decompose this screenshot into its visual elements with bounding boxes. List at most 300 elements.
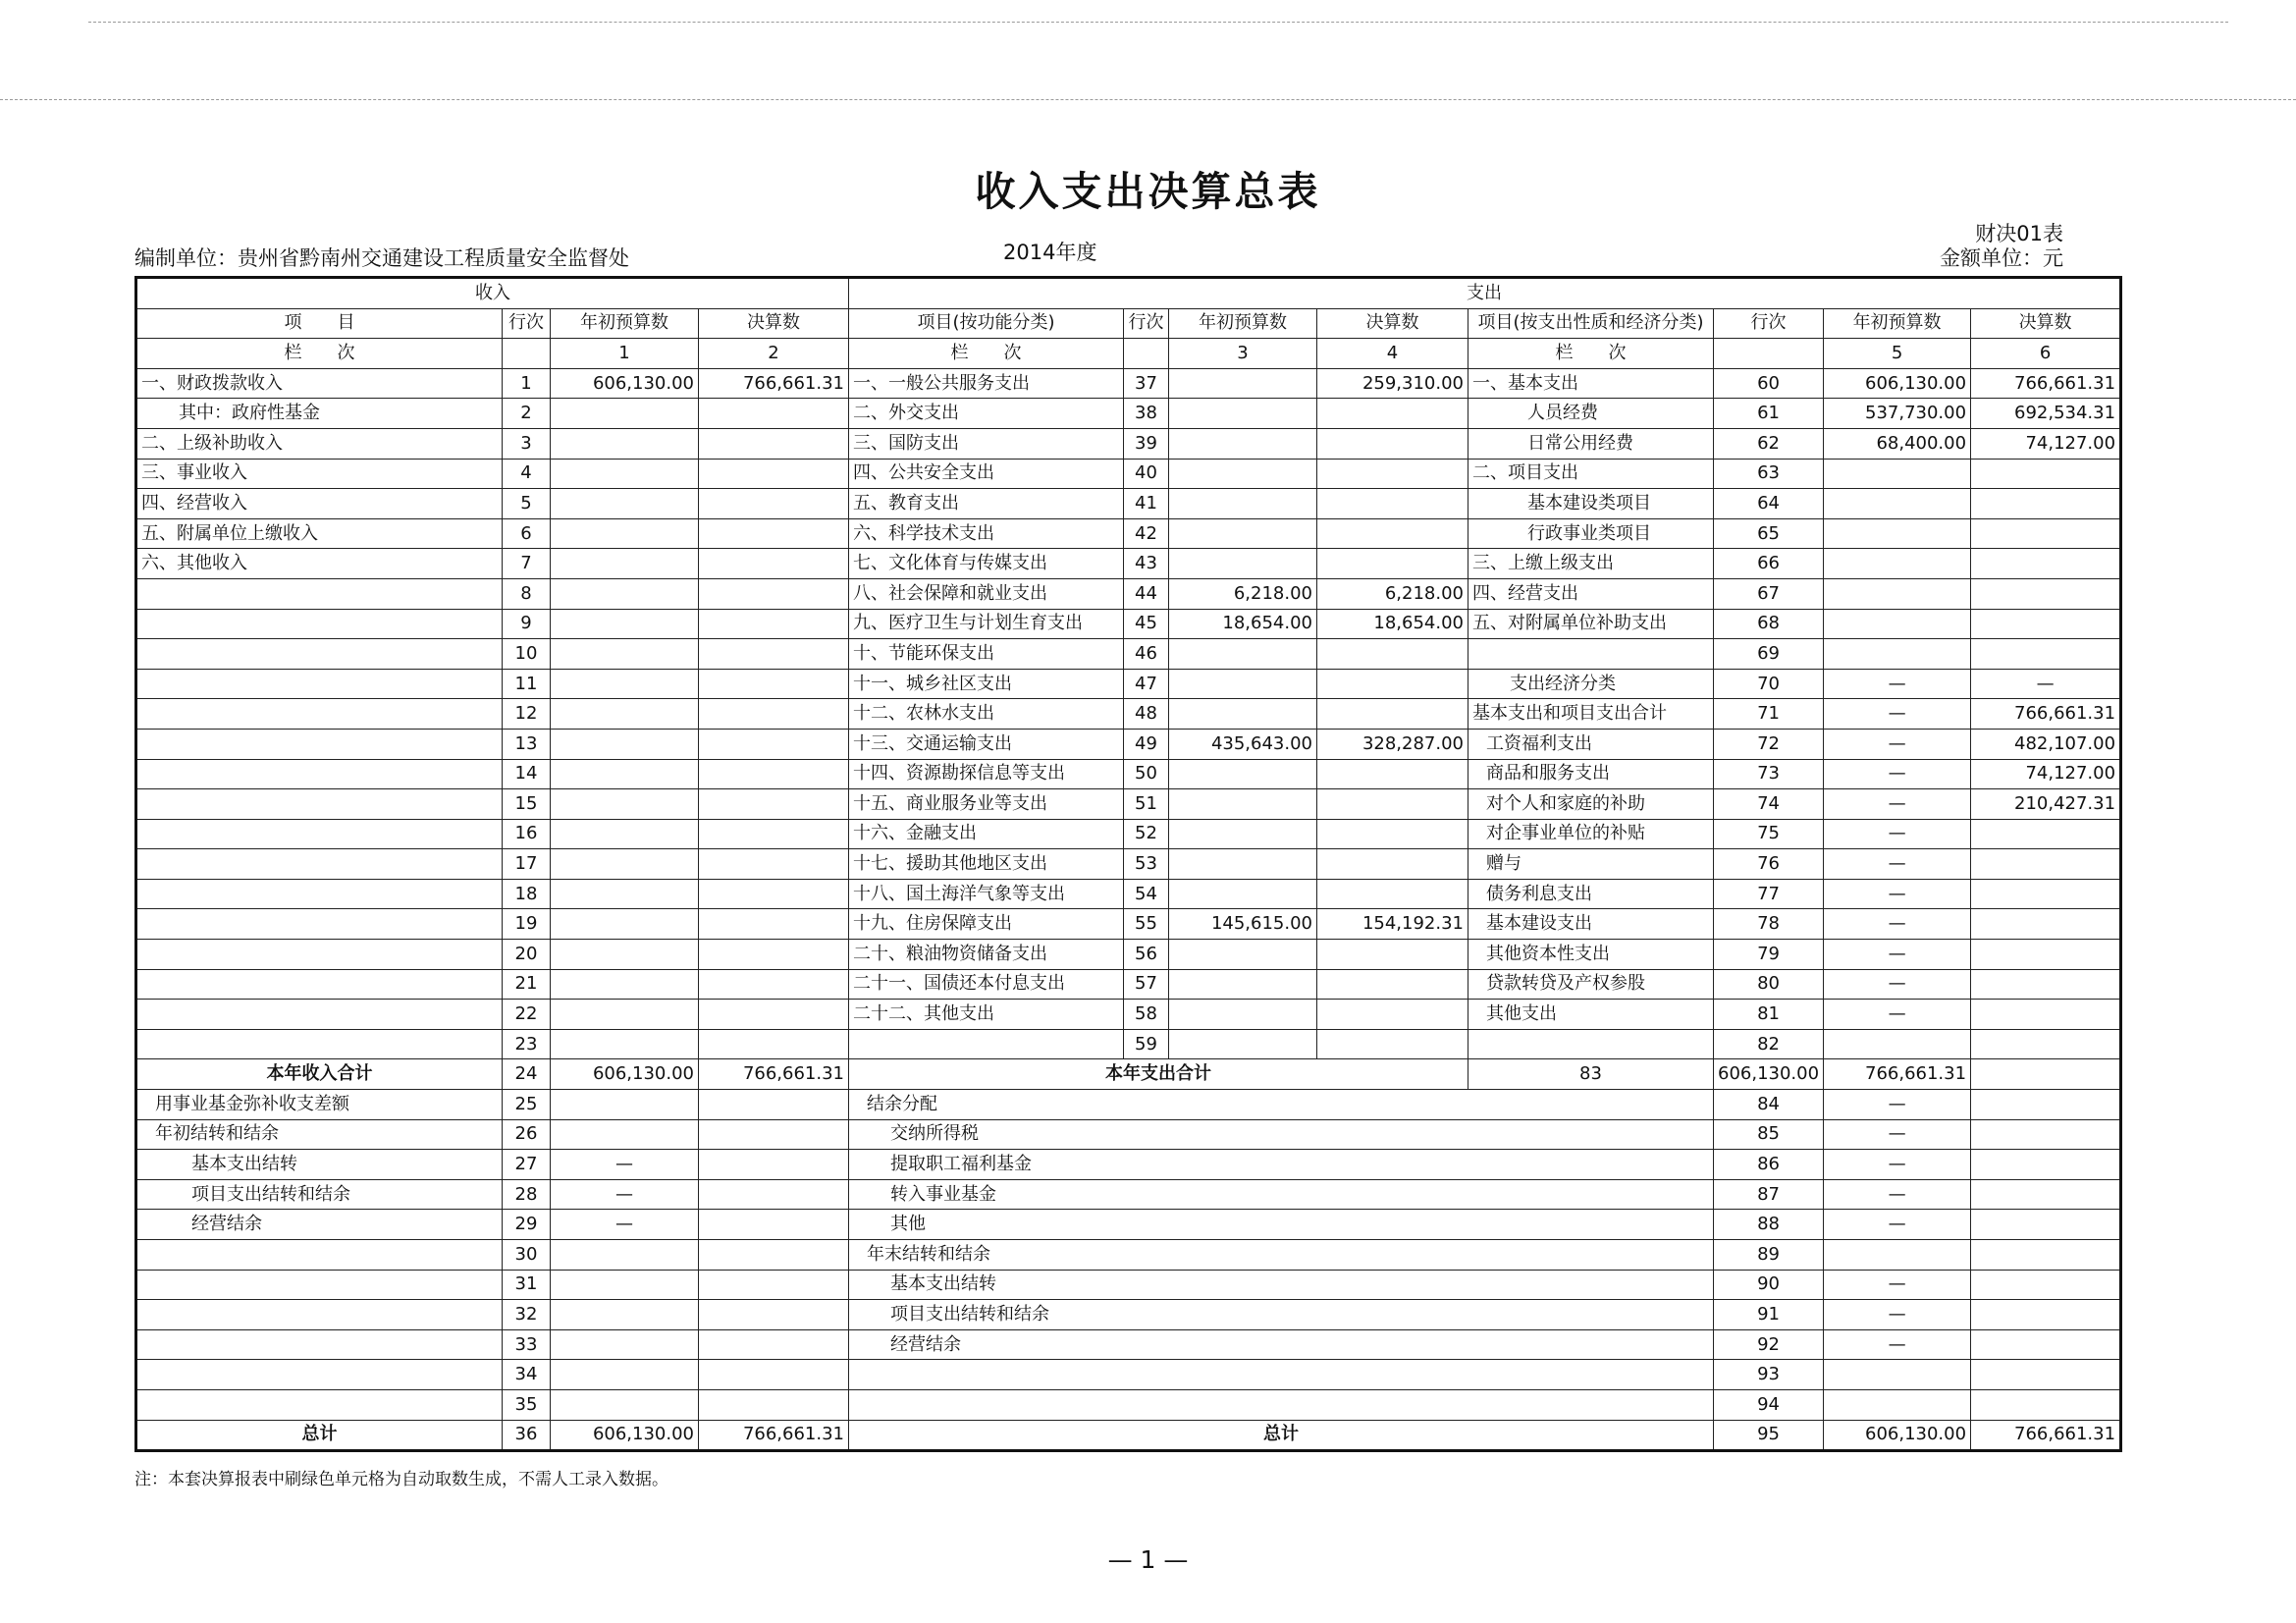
table-row bbox=[136, 1389, 2121, 1420]
income-line: 13 bbox=[503, 729, 551, 759]
income-final bbox=[699, 729, 849, 759]
econ-item: 其他资本性支出 bbox=[1468, 940, 1714, 970]
income-final bbox=[699, 1270, 849, 1300]
settlement-budget bbox=[1824, 1360, 1971, 1390]
income-budget bbox=[551, 1240, 699, 1271]
income-line: 24 bbox=[503, 1059, 551, 1090]
table-body bbox=[136, 278, 2121, 1451]
income-line: 28 bbox=[503, 1179, 551, 1210]
settlement-item: 经营结余 bbox=[849, 1329, 1714, 1360]
settlement-line: 90 bbox=[1714, 1270, 1824, 1300]
func-budget bbox=[1169, 699, 1317, 730]
func-budget bbox=[1169, 849, 1317, 880]
func-line: 37 bbox=[1124, 368, 1169, 399]
group-header-row bbox=[136, 278, 2121, 309]
econ-final bbox=[1971, 518, 2121, 549]
econ-budget bbox=[1824, 578, 1971, 609]
col-index-5: 5 bbox=[1824, 339, 1971, 369]
statement-table bbox=[134, 276, 2122, 1452]
income-budget bbox=[551, 639, 699, 670]
func-final: 154,192.31 bbox=[1317, 909, 1468, 940]
func-item: 六、科学技术支出 bbox=[849, 518, 1124, 549]
income-item bbox=[136, 819, 503, 849]
income-item bbox=[136, 849, 503, 880]
income-line: 14 bbox=[503, 759, 551, 789]
income-line: 7 bbox=[503, 549, 551, 579]
income-line: 4 bbox=[503, 459, 551, 489]
income-item: 经营结余 bbox=[136, 1210, 503, 1240]
func-final bbox=[1317, 699, 1468, 730]
func-final: 6,218.00 bbox=[1317, 578, 1468, 609]
econ-line: 80 bbox=[1714, 969, 1824, 1000]
income-item-header: 项 目 bbox=[136, 308, 503, 339]
settlement-item bbox=[849, 1389, 1714, 1420]
table-row bbox=[136, 729, 2121, 759]
income-item bbox=[136, 1000, 503, 1030]
income-budget bbox=[551, 789, 699, 820]
income-budget bbox=[551, 549, 699, 579]
econ-final bbox=[1971, 639, 2121, 670]
func-line: 39 bbox=[1124, 428, 1169, 459]
econ-final bbox=[1971, 609, 2121, 639]
income-line: 25 bbox=[503, 1090, 551, 1120]
income-item bbox=[136, 1389, 503, 1420]
table-row bbox=[136, 1000, 2121, 1030]
income-final bbox=[699, 1029, 849, 1059]
table-row bbox=[136, 368, 2121, 399]
func-budget: 145,615.00 bbox=[1169, 909, 1317, 940]
settlement-item: 项目支出结转和结余 bbox=[849, 1300, 1714, 1330]
func-budget: 6,218.00 bbox=[1169, 578, 1317, 609]
income-line: 17 bbox=[503, 849, 551, 880]
func-final: 328,287.00 bbox=[1317, 729, 1468, 759]
func-line: 44 bbox=[1124, 578, 1169, 609]
income-final bbox=[699, 1000, 849, 1030]
budget-header: 年初预算数 bbox=[1169, 308, 1317, 339]
income-item bbox=[136, 879, 503, 909]
func-line: 52 bbox=[1124, 819, 1169, 849]
func-line: 40 bbox=[1124, 459, 1169, 489]
econ-budget: — bbox=[1824, 699, 1971, 730]
func-line: 42 bbox=[1124, 518, 1169, 549]
income-budget: 606,130.00 bbox=[551, 1059, 699, 1090]
income-budget: — bbox=[551, 1150, 699, 1180]
func-line: 46 bbox=[1124, 639, 1169, 670]
econ-final: 766,661.31 bbox=[1971, 699, 2121, 730]
income-item bbox=[136, 669, 503, 699]
income-line: 19 bbox=[503, 909, 551, 940]
income-line: 10 bbox=[503, 639, 551, 670]
econ-budget: — bbox=[1824, 879, 1971, 909]
econ-item: 二、项目支出 bbox=[1468, 459, 1714, 489]
expenditure-total-final: 766,661.31 bbox=[1824, 1059, 1971, 1090]
econ-item: 商品和服务支出 bbox=[1468, 759, 1714, 789]
func-item: 三、国防支出 bbox=[849, 428, 1124, 459]
func-budget bbox=[1169, 789, 1317, 820]
col-index-1: 1 bbox=[551, 339, 699, 369]
econ-final: 482,107.00 bbox=[1971, 729, 2121, 759]
column-header-row bbox=[136, 308, 2121, 339]
income-budget bbox=[551, 940, 699, 970]
income-line: 12 bbox=[503, 699, 551, 730]
econ-line: 64 bbox=[1714, 489, 1824, 519]
func-item: 一、一般公共服务支出 bbox=[849, 368, 1124, 399]
income-budget bbox=[551, 729, 699, 759]
econ-item: 对企事业单位的补贴 bbox=[1468, 819, 1714, 849]
econ-budget: — bbox=[1824, 759, 1971, 789]
econ-line: 73 bbox=[1714, 759, 1824, 789]
econ-budget bbox=[1824, 1029, 1971, 1059]
income-item: 其中：政府性基金 bbox=[136, 399, 503, 429]
func-item: 十一、城乡社区支出 bbox=[849, 669, 1124, 699]
settlement-line: 93 bbox=[1714, 1360, 1824, 1390]
income-budget bbox=[551, 1000, 699, 1030]
func-budget bbox=[1169, 428, 1317, 459]
econ-final bbox=[1971, 578, 2121, 609]
settlement-item: 年末结转和结余 bbox=[849, 1240, 1714, 1271]
econ-budget: 606,130.00 bbox=[1824, 368, 1971, 399]
income-item bbox=[136, 940, 503, 970]
settlement-final bbox=[1971, 1090, 2121, 1120]
econ-line: 74 bbox=[1714, 789, 1824, 820]
report-title: 收入支出决算总表 bbox=[975, 168, 1321, 215]
table-row bbox=[136, 940, 2121, 970]
econ-final: 74,127.00 bbox=[1971, 759, 2121, 789]
econ-line: 63 bbox=[1714, 459, 1824, 489]
income-budget bbox=[551, 578, 699, 609]
income-line: 33 bbox=[503, 1329, 551, 1360]
amount-unit: 金额单位：元 bbox=[1940, 246, 2063, 270]
func-budget bbox=[1169, 549, 1317, 579]
func-line: 38 bbox=[1124, 399, 1169, 429]
final-header: 决算数 bbox=[699, 308, 849, 339]
func-item: 十九、住房保障支出 bbox=[849, 909, 1124, 940]
income-final bbox=[699, 1210, 849, 1240]
func-final: 18,654.00 bbox=[1317, 609, 1468, 639]
income-budget bbox=[551, 1300, 699, 1330]
income-item bbox=[136, 609, 503, 639]
table-row bbox=[136, 789, 2121, 820]
income-final bbox=[699, 489, 849, 519]
col-index-6: 6 bbox=[1971, 339, 2121, 369]
settlement-item: 基本支出结转 bbox=[849, 1270, 1714, 1300]
table-row bbox=[136, 759, 2121, 789]
econ-line: 68 bbox=[1714, 609, 1824, 639]
settlement-budget: — bbox=[1824, 1329, 1971, 1360]
func-line: 56 bbox=[1124, 940, 1169, 970]
income-final bbox=[699, 849, 849, 880]
income-budget bbox=[551, 849, 699, 880]
table-row bbox=[136, 399, 2121, 429]
econ-budget: — bbox=[1824, 789, 1971, 820]
settlement-final bbox=[1971, 1270, 2121, 1300]
econ-budget: 68,400.00 bbox=[1824, 428, 1971, 459]
settlement-budget: — bbox=[1824, 1300, 1971, 1330]
econ-item: 四、经营支出 bbox=[1468, 578, 1714, 609]
table-row bbox=[136, 909, 2121, 940]
econ-line: 71 bbox=[1714, 699, 1824, 730]
func-final bbox=[1317, 669, 1468, 699]
grand-total-line: 95 bbox=[1714, 1420, 1824, 1451]
func-budget bbox=[1169, 518, 1317, 549]
income-item bbox=[136, 789, 503, 820]
income-line: 11 bbox=[503, 669, 551, 699]
func-final bbox=[1317, 940, 1468, 970]
econ-line: 70 bbox=[1714, 669, 1824, 699]
report-year: 2014年度 bbox=[1003, 241, 1097, 264]
income-budget bbox=[551, 759, 699, 789]
econ-budget: — bbox=[1824, 669, 1971, 699]
econ-line: 76 bbox=[1714, 849, 1824, 880]
func-item: 十五、商业服务业等支出 bbox=[849, 789, 1124, 820]
income-item bbox=[136, 1029, 503, 1059]
table-row bbox=[136, 428, 2121, 459]
econ-budget: — bbox=[1824, 909, 1971, 940]
econ-final bbox=[1971, 819, 2121, 849]
settlement-final bbox=[1971, 1389, 2121, 1420]
income-group-header: 收入 bbox=[136, 278, 849, 309]
econ-budget: — bbox=[1824, 969, 1971, 1000]
income-budget bbox=[551, 1090, 699, 1120]
income-budget: — bbox=[551, 1210, 699, 1240]
income-total-row bbox=[136, 1059, 2121, 1090]
income-item bbox=[136, 759, 503, 789]
settlement-final bbox=[1971, 1300, 2121, 1330]
econ-item: 对个人和家庭的补助 bbox=[1468, 789, 1714, 820]
econ-item: 行政事业类项目 bbox=[1468, 518, 1714, 549]
settlement-final bbox=[1971, 1119, 2121, 1150]
income-final bbox=[699, 1179, 849, 1210]
income-item: 总计 bbox=[136, 1420, 503, 1451]
econ-budget: — bbox=[1824, 940, 1971, 970]
settlement-line: 92 bbox=[1714, 1329, 1824, 1360]
line-header: 行次 bbox=[1124, 308, 1169, 339]
econ-final: 692,534.31 bbox=[1971, 399, 2121, 429]
income-budget bbox=[551, 819, 699, 849]
income-budget bbox=[551, 399, 699, 429]
col-index-label: 栏 次 bbox=[136, 339, 503, 369]
income-item: 基本支出结转 bbox=[136, 1150, 503, 1180]
econ-budget bbox=[1824, 518, 1971, 549]
econ-item: 基本建设类项目 bbox=[1468, 489, 1714, 519]
line-header: 行次 bbox=[1714, 308, 1824, 339]
econ-final bbox=[1971, 879, 2121, 909]
table-row bbox=[136, 879, 2121, 909]
income-final bbox=[699, 399, 849, 429]
income-line: 30 bbox=[503, 1240, 551, 1271]
econ-budget bbox=[1824, 639, 1971, 670]
income-line: 21 bbox=[503, 969, 551, 1000]
income-final bbox=[699, 1240, 849, 1271]
econ-final bbox=[1971, 969, 2121, 1000]
func-final bbox=[1317, 399, 1468, 429]
func-line: 41 bbox=[1124, 489, 1169, 519]
func-line: 58 bbox=[1124, 1000, 1169, 1030]
func-line: 47 bbox=[1124, 669, 1169, 699]
econ-item: 基本支出和项目支出合计 bbox=[1468, 699, 1714, 730]
func-budget bbox=[1169, 459, 1317, 489]
income-final bbox=[699, 1300, 849, 1330]
income-item bbox=[136, 1240, 503, 1271]
econ-line: 82 bbox=[1714, 1029, 1824, 1059]
income-budget bbox=[551, 489, 699, 519]
income-item: 项目支出结转和结余 bbox=[136, 1179, 503, 1210]
settlement-line: 87 bbox=[1714, 1179, 1824, 1210]
income-line: 8 bbox=[503, 578, 551, 609]
table-row bbox=[136, 609, 2121, 639]
income-budget bbox=[551, 1029, 699, 1059]
econ-budget bbox=[1824, 459, 1971, 489]
func-line: 50 bbox=[1124, 759, 1169, 789]
income-final: 766,661.31 bbox=[699, 368, 849, 399]
income-line: 1 bbox=[503, 368, 551, 399]
func-final bbox=[1317, 428, 1468, 459]
income-line: 31 bbox=[503, 1270, 551, 1300]
econ-line: 69 bbox=[1714, 639, 1824, 670]
func-final bbox=[1317, 549, 1468, 579]
table-row bbox=[136, 1240, 2121, 1271]
func-line: 57 bbox=[1124, 969, 1169, 1000]
settlement-final bbox=[1971, 1240, 2121, 1271]
table-row bbox=[136, 969, 2121, 1000]
table-row bbox=[136, 819, 2121, 849]
settlement-item: 提取职工福利基金 bbox=[849, 1150, 1714, 1180]
func-final bbox=[1317, 759, 1468, 789]
col-index-blank bbox=[1124, 339, 1169, 369]
func-item: 二、外交支出 bbox=[849, 399, 1124, 429]
final-header: 决算数 bbox=[1971, 308, 2121, 339]
econ-item: 贷款转贷及产权参股 bbox=[1468, 969, 1714, 1000]
econ-item-header: 项目(按支出性质和经济分类) bbox=[1468, 308, 1714, 339]
econ-item: 五、对附属单位补助支出 bbox=[1468, 609, 1714, 639]
table-row bbox=[136, 639, 2121, 670]
func-item: 十二、农林水支出 bbox=[849, 699, 1124, 730]
income-item: 四、经营收入 bbox=[136, 489, 503, 519]
settlement-budget: — bbox=[1824, 1119, 1971, 1150]
organization: 编制单位：贵州省黔南州交通建设工程质量安全监督处 bbox=[134, 246, 629, 270]
income-line: 32 bbox=[503, 1300, 551, 1330]
econ-final: 210,427.31 bbox=[1971, 789, 2121, 820]
income-line: 34 bbox=[503, 1360, 551, 1390]
income-item bbox=[136, 969, 503, 1000]
budget-header: 年初预算数 bbox=[551, 308, 699, 339]
func-budget bbox=[1169, 489, 1317, 519]
income-line: 3 bbox=[503, 428, 551, 459]
econ-item bbox=[1468, 1029, 1714, 1059]
func-budget bbox=[1169, 819, 1317, 849]
grand-total-row bbox=[136, 1420, 2121, 1451]
income-line: 22 bbox=[503, 1000, 551, 1030]
col-index-label: 栏 次 bbox=[849, 339, 1124, 369]
econ-item: 基本建设支出 bbox=[1468, 909, 1714, 940]
income-item bbox=[136, 1270, 503, 1300]
econ-line: 79 bbox=[1714, 940, 1824, 970]
func-item: 九、医疗卫生与计划生育支出 bbox=[849, 609, 1124, 639]
econ-budget bbox=[1824, 549, 1971, 579]
econ-budget: — bbox=[1824, 1000, 1971, 1030]
func-item: 十六、金融支出 bbox=[849, 819, 1124, 849]
settlement-line: 85 bbox=[1714, 1119, 1824, 1150]
income-line: 35 bbox=[503, 1389, 551, 1420]
income-line: 29 bbox=[503, 1210, 551, 1240]
table-row bbox=[136, 549, 2121, 579]
table-row bbox=[136, 1300, 2121, 1330]
income-line: 23 bbox=[503, 1029, 551, 1059]
func-line: 43 bbox=[1124, 549, 1169, 579]
income-line: 2 bbox=[503, 399, 551, 429]
econ-item: 支出经济分类 bbox=[1468, 669, 1714, 699]
table-row bbox=[136, 518, 2121, 549]
func-line: 45 bbox=[1124, 609, 1169, 639]
income-final bbox=[699, 669, 849, 699]
func-item: 十七、援助其他地区支出 bbox=[849, 849, 1124, 880]
footnote: 注：本套决算报表中刷绿色单元格为自动取数生成，不需人工录入数据。 bbox=[134, 1470, 668, 1489]
income-final bbox=[699, 1090, 849, 1120]
income-item bbox=[136, 909, 503, 940]
table-row bbox=[136, 489, 2121, 519]
income-item: 一、财政拨款收入 bbox=[136, 368, 503, 399]
econ-item bbox=[1468, 639, 1714, 670]
income-item: 三、事业收入 bbox=[136, 459, 503, 489]
table-row bbox=[136, 578, 2121, 609]
econ-line: 75 bbox=[1714, 819, 1824, 849]
income-item: 五、附属单位上缴收入 bbox=[136, 518, 503, 549]
income-final bbox=[699, 1389, 849, 1420]
econ-line: 65 bbox=[1714, 518, 1824, 549]
func-budget bbox=[1169, 879, 1317, 909]
func-line: 51 bbox=[1124, 789, 1169, 820]
income-item bbox=[136, 729, 503, 759]
func-final bbox=[1317, 489, 1468, 519]
func-budget: 435,643.00 bbox=[1169, 729, 1317, 759]
income-final bbox=[699, 518, 849, 549]
income-final bbox=[699, 459, 849, 489]
income-final bbox=[699, 1329, 849, 1360]
table-row bbox=[136, 1179, 2121, 1210]
econ-final: 74,127.00 bbox=[1971, 428, 2121, 459]
settlement-line: 94 bbox=[1714, 1389, 1824, 1420]
econ-budget: 537,730.00 bbox=[1824, 399, 1971, 429]
econ-final bbox=[1971, 1000, 2121, 1030]
table-row bbox=[136, 1090, 2121, 1120]
settlement-budget bbox=[1824, 1389, 1971, 1420]
econ-final bbox=[1971, 549, 2121, 579]
col-index-label: 栏 次 bbox=[1468, 339, 1714, 369]
income-item: 本年收入合计 bbox=[136, 1059, 503, 1090]
func-budget bbox=[1169, 759, 1317, 789]
income-item bbox=[136, 1329, 503, 1360]
grand-total-final: 766,661.31 bbox=[1971, 1420, 2121, 1451]
income-line: 15 bbox=[503, 789, 551, 820]
settlement-budget: — bbox=[1824, 1150, 1971, 1180]
econ-budget bbox=[1824, 489, 1971, 519]
income-budget bbox=[551, 609, 699, 639]
table-row bbox=[136, 1210, 2121, 1240]
income-final: 766,661.31 bbox=[699, 1059, 849, 1090]
expenditure-group-header: 支出 bbox=[849, 278, 2121, 309]
func-item: 五、教育支出 bbox=[849, 489, 1124, 519]
income-budget: — bbox=[551, 1179, 699, 1210]
econ-item: 其他支出 bbox=[1468, 1000, 1714, 1030]
settlement-final bbox=[1971, 1360, 2121, 1390]
income-final bbox=[699, 789, 849, 820]
income-budget bbox=[551, 1389, 699, 1420]
econ-item: 日常公用经费 bbox=[1468, 428, 1714, 459]
settlement-line: 88 bbox=[1714, 1210, 1824, 1240]
income-final bbox=[699, 819, 849, 849]
income-final bbox=[699, 609, 849, 639]
income-budget bbox=[551, 1270, 699, 1300]
